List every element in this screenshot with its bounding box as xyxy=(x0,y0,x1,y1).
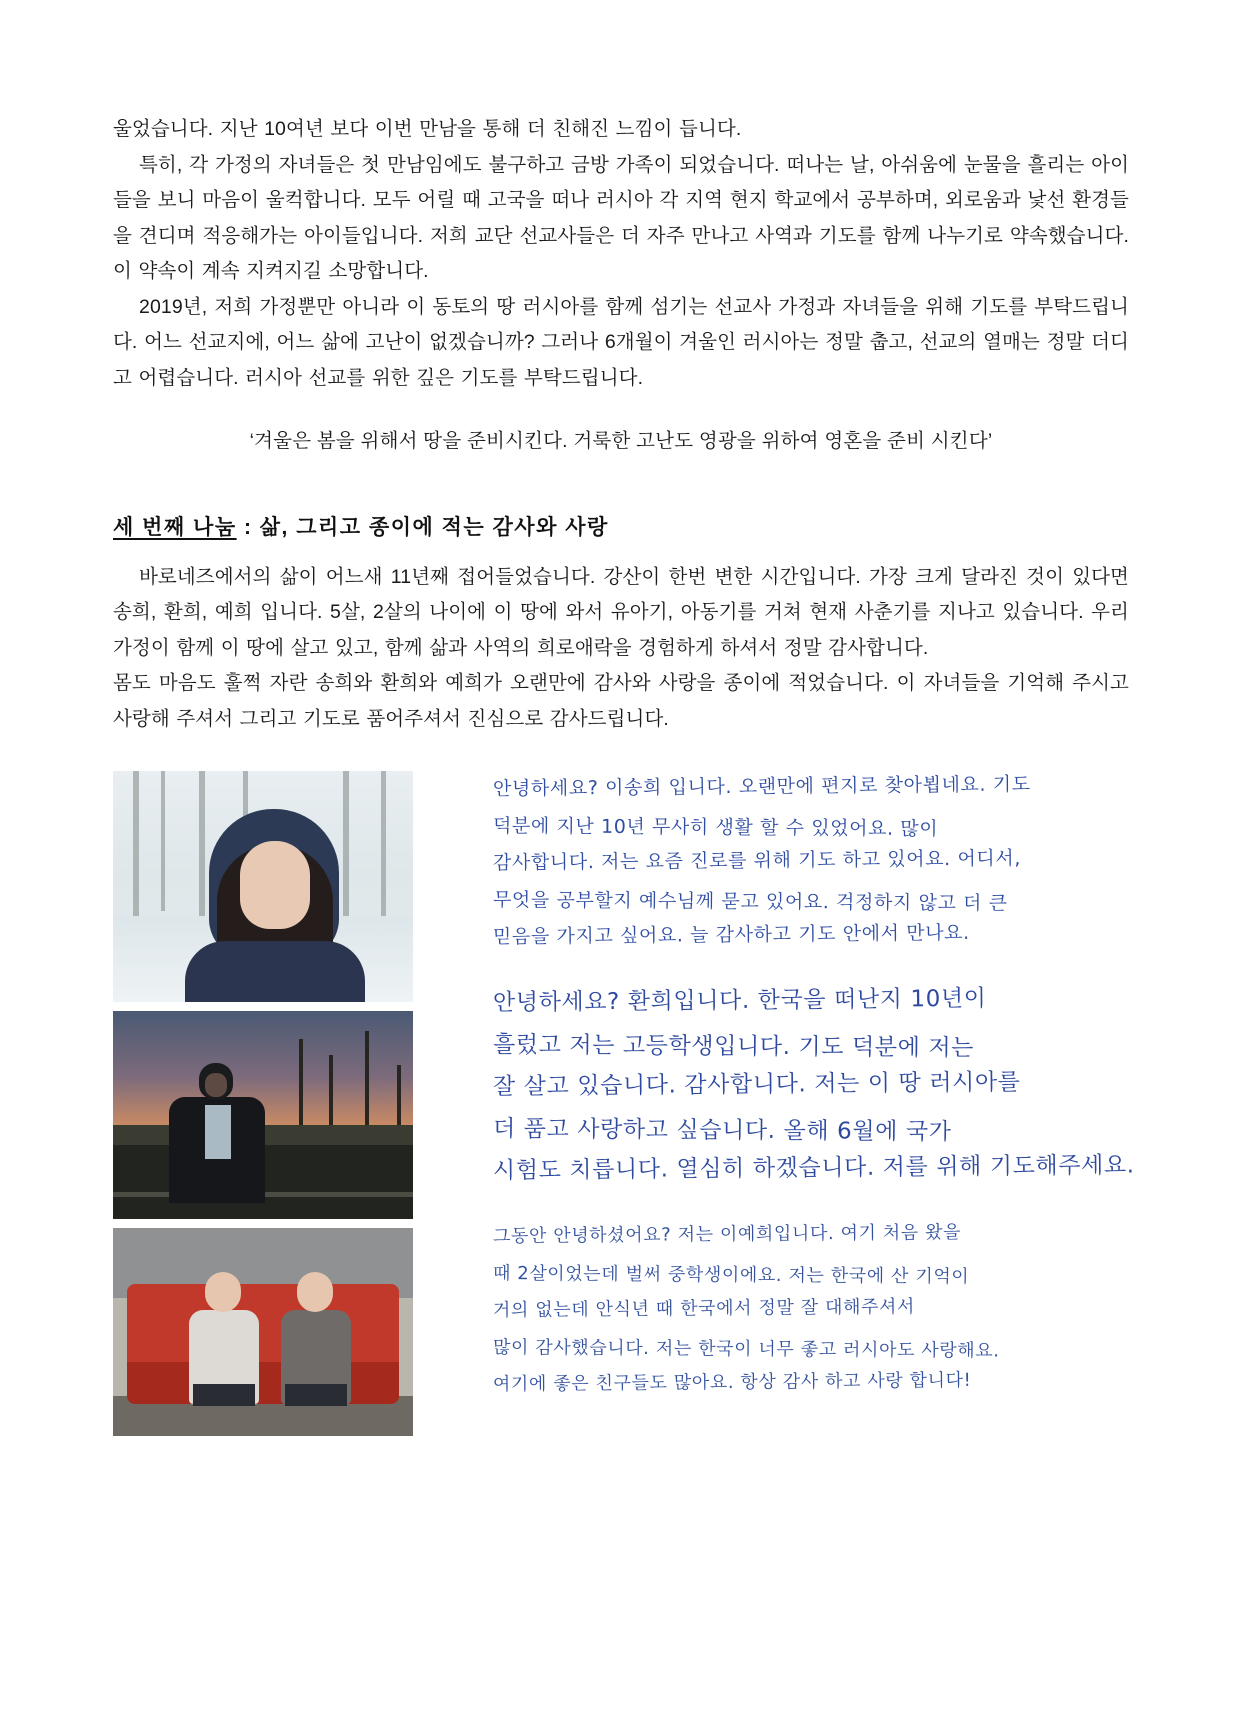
girl-figure xyxy=(269,1272,361,1404)
tree-trunk-decor xyxy=(365,1031,369,1135)
section-heading-underlined: 세 번째 나눔 xyxy=(113,515,237,539)
face-shape xyxy=(240,841,310,929)
shirt-shape xyxy=(205,1105,231,1159)
handwritten-letter-yehee xyxy=(493,1218,1129,1403)
photo-column xyxy=(113,771,413,1445)
legs-shape xyxy=(285,1384,347,1406)
handwritten-letters xyxy=(492,771,1135,1429)
letter-line: 그동안 안녕하셨어요? 저는 이예희입니다. 여기 처음 왔을 xyxy=(492,1221,962,1247)
letter-line: 덕분에 지난 10년 무사히 생활 할 수 있었어요. 많이 xyxy=(492,815,939,841)
letter-line: 안녕하세요? 환희입니다. 한국을 떠난지 10년이 xyxy=(492,985,987,1016)
media-section xyxy=(113,771,1135,1471)
tree-decor xyxy=(381,771,386,916)
letter-line: 감사합니다. 저는 요즘 진로를 위해 기도 하고 있어요. 어디서, xyxy=(492,847,1022,874)
head-shape xyxy=(205,1272,241,1312)
body-shape xyxy=(185,941,365,1002)
handwritten-letter-hwanhee xyxy=(492,982,1135,1192)
letter-line: 시험도 치릅니다. 열심히 하겠습니다. 저를 위해 기도해주세요. xyxy=(492,1152,1135,1184)
letter-line: 더 품고 사랑하고 싶습니다. 올해 6월에 국가 xyxy=(492,1116,952,1146)
paragraph-prayer-request: 2019년, 저희 가정뿐만 아니라 이 동토의 땅 러시아를 함께 섬기는 선교사 가정과 자녀들을 위해 기도를 부탁드립니다. 어느 선교지에, 어느 삶에 고난이 없겠습니까? 그러나 6개월이 겨울인 러시아는 정말 춥고, 선교의 열매는 정말 더디고 어렵습니다. 러시아 선교를 위한 깊은 기도를 부탁드립니다. xyxy=(113,295,1129,389)
section-heading-rest: : 삶, 그리고 종이에 적는 감사와 사랑 xyxy=(236,515,609,539)
tree-trunk-decor xyxy=(329,1055,333,1135)
letter-line: 여기에 좋은 친구들도 많아요. 항상 감사 하고 사랑 합니다! xyxy=(492,1369,972,1395)
letter-line: 흘렀고 저는 고등학생입니다. 기도 덕분에 저는 xyxy=(492,1032,975,1062)
paragraph-life-in-voronezh: 바로네즈에서의 삶이 어느새 11년째 접어들었습니다. 강산이 한번 변한 시간입니다. 가장 크게 달라진 것이 있다면 송희, 환희, 예희 입니다. 5살, 2살의 나이에 이 땅에 와서 유아기, 아동기를 거쳐 현재 사춘기를 지나고 있습니다. 우리 가정이 함께 이 땅에 살고 있고, 함께 삶과 사역의 희로애락을 경험하게 하셔서 정말 감사합니다. xyxy=(113,565,1129,659)
paragraph-families: 특히, 각 가정의 자녀들은 첫 만남임에도 불구하고 금방 가족이 되었습니다. 떠나는 날, 아쉬움에 눈물을 흘리는 아이들을 보니 마음이 울컥합니다. 모두 어릴 때 고국을 떠나 러시아 각 지역 현지 학교에서 공부하며, 외로움과 낯선 환경들을 견디며 적응해가는 아이들입니다. 저희 교단 선교사들은 더 자주 만나고 사역과 기도를 함께 나누기로 약속했습니다. 이 약속이 계속 지켜지길 소망합니다. xyxy=(113,153,1129,282)
letter-line: 안녕하세요? 이송희 입니다. 오랜만에 편지로 찾아뵙네요. 기도 xyxy=(492,773,1031,800)
photo-boy-at-sunset xyxy=(113,1011,413,1219)
paragraph-continuation: 울었습니다. 지난 10여년 보다 이번 만남을 통해 더 친해진 느낌이 듭니다. xyxy=(113,118,742,140)
girl-figure xyxy=(177,1272,269,1404)
paragraph-children-letters-intro: 몸도 마음도 훌쩍 자란 송희와 환희와 예희가 오랜만에 감사와 사랑을 종이에 적었습니다. 이 자녀들을 기억해 주시고 사랑해 주셔서 그리고 기도로 품어주셔서 진심으로 감사드립니다. xyxy=(113,672,1129,730)
letter-line: 무엇을 공부할지 예수님께 묻고 있어요. 걱정하지 않고 더 큰 xyxy=(492,889,1008,915)
tree-trunk-decor xyxy=(299,1039,303,1135)
letter-line: 때 2살이었는데 벌써 중학생이에요. 저는 한국에 산 기억이 xyxy=(492,1263,970,1288)
face-shape xyxy=(205,1073,227,1097)
section-heading xyxy=(113,512,1129,544)
pull-quote: ‘겨울은 봄을 위해서 땅을 준비시킨다. 거룩한 고난도 영광을 위하여 영혼을 준비 시킨다’ xyxy=(249,430,993,452)
legs-shape xyxy=(193,1384,255,1406)
letter-line: 잘 살고 있습니다. 감사합니다. 저는 이 땅 러시아를 xyxy=(492,1069,1021,1100)
letter-line: 믿음을 가지고 싶어요. 늘 감사하고 기도 안에서 만나요. xyxy=(492,921,970,948)
tree-decor xyxy=(161,771,165,911)
letter-line: 거의 없는데 안식년 때 한국에서 정말 잘 대해주셔서 xyxy=(492,1296,916,1321)
photo-two-girls-on-sofa xyxy=(113,1228,413,1436)
head-shape xyxy=(297,1272,333,1312)
photo-girl-in-snow xyxy=(113,771,413,1002)
letter-line: 많이 감사했습니다. 저는 한국이 너무 좋고 러시아도 사랑해요. xyxy=(492,1337,1000,1362)
handwritten-letter-songhee xyxy=(493,771,1129,956)
document-content xyxy=(113,112,1135,1471)
